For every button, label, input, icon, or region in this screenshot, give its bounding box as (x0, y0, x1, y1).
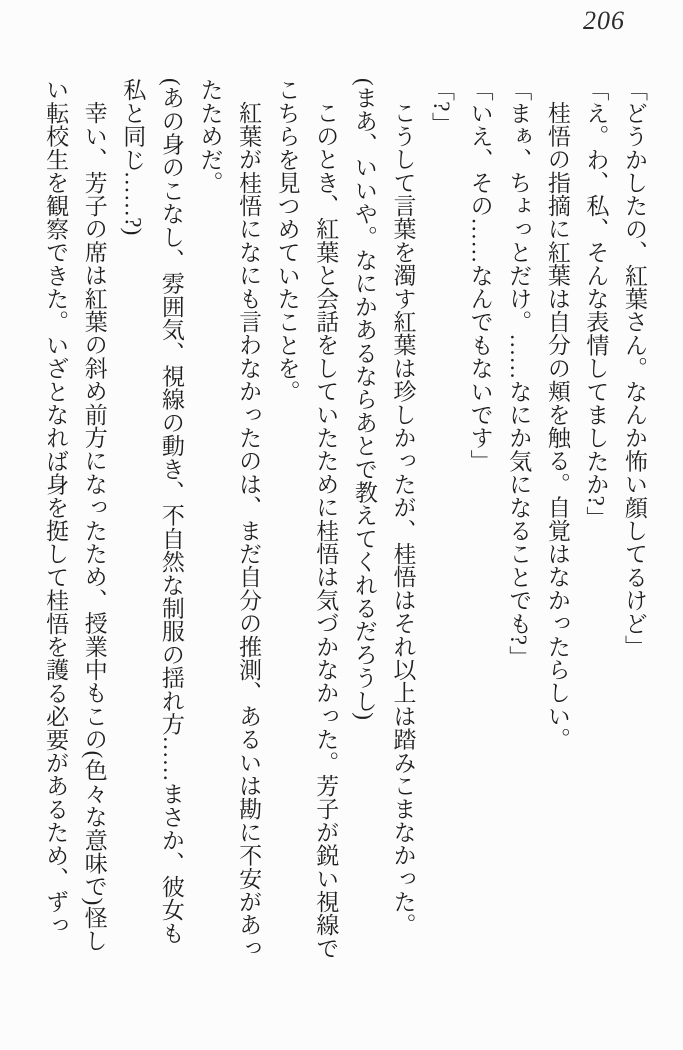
paragraph-narration: こうして言葉を濁す紅葉は珍しかったが、桂悟はそれ以上は踏みこまなかった。 (390, 101, 416, 937)
paragraph-inner-thought: (まあ、いいや。なにかあるならあとで教えてくれるだろうし) (351, 78, 377, 721)
paragraph-narration: 幸い、芳子の席は紅葉の斜め前方になったため、授業中もこの(色々な意味で)怪しい転校生を観察できた。いざとなれば身を挺して桂悟を護る必要があるため、ずっ (43, 78, 107, 952)
paragraph-dialogue: 「どうかしたの、紅葉さん。なんか怖い顔してるけど」 (622, 78, 647, 658)
paragraph-narration: このとき、紅葉と会話をしていたために桂悟は気づかなかった。芳子が鋭い視線でこちらを見つめていたことを。 (274, 78, 339, 960)
page-number: 206 (583, 6, 625, 35)
paragraph-dialogue: 「まぁ、ちょっとだけ。……なにか気になることでも?」 (506, 78, 532, 669)
paragraph-narration: 紅葉が桂悟になにも言わなかったのは、まだ自分の推測、あるいは勘に不安があったためだ。 (197, 78, 262, 960)
paragraph-dialogue: 「いえ、その……なんでもないです」 (467, 78, 493, 473)
vertical-text-block (35, 78, 653, 964)
paragraph-dialogue: 「?」 (429, 78, 455, 135)
paragraph-inner-thought: (あの身のこなし、雰囲気、視線の動き、不自然な制服の揺れ方……まさか、彼女も私と同じ……?) (120, 78, 184, 945)
paragraph-narration: 桂悟の指摘に紅葉は自分の頬を触る。自覚はなかったらしい。 (544, 101, 570, 751)
paragraph-dialogue: 「え。わ、私、そんな表情してましたか?」 (583, 78, 609, 530)
